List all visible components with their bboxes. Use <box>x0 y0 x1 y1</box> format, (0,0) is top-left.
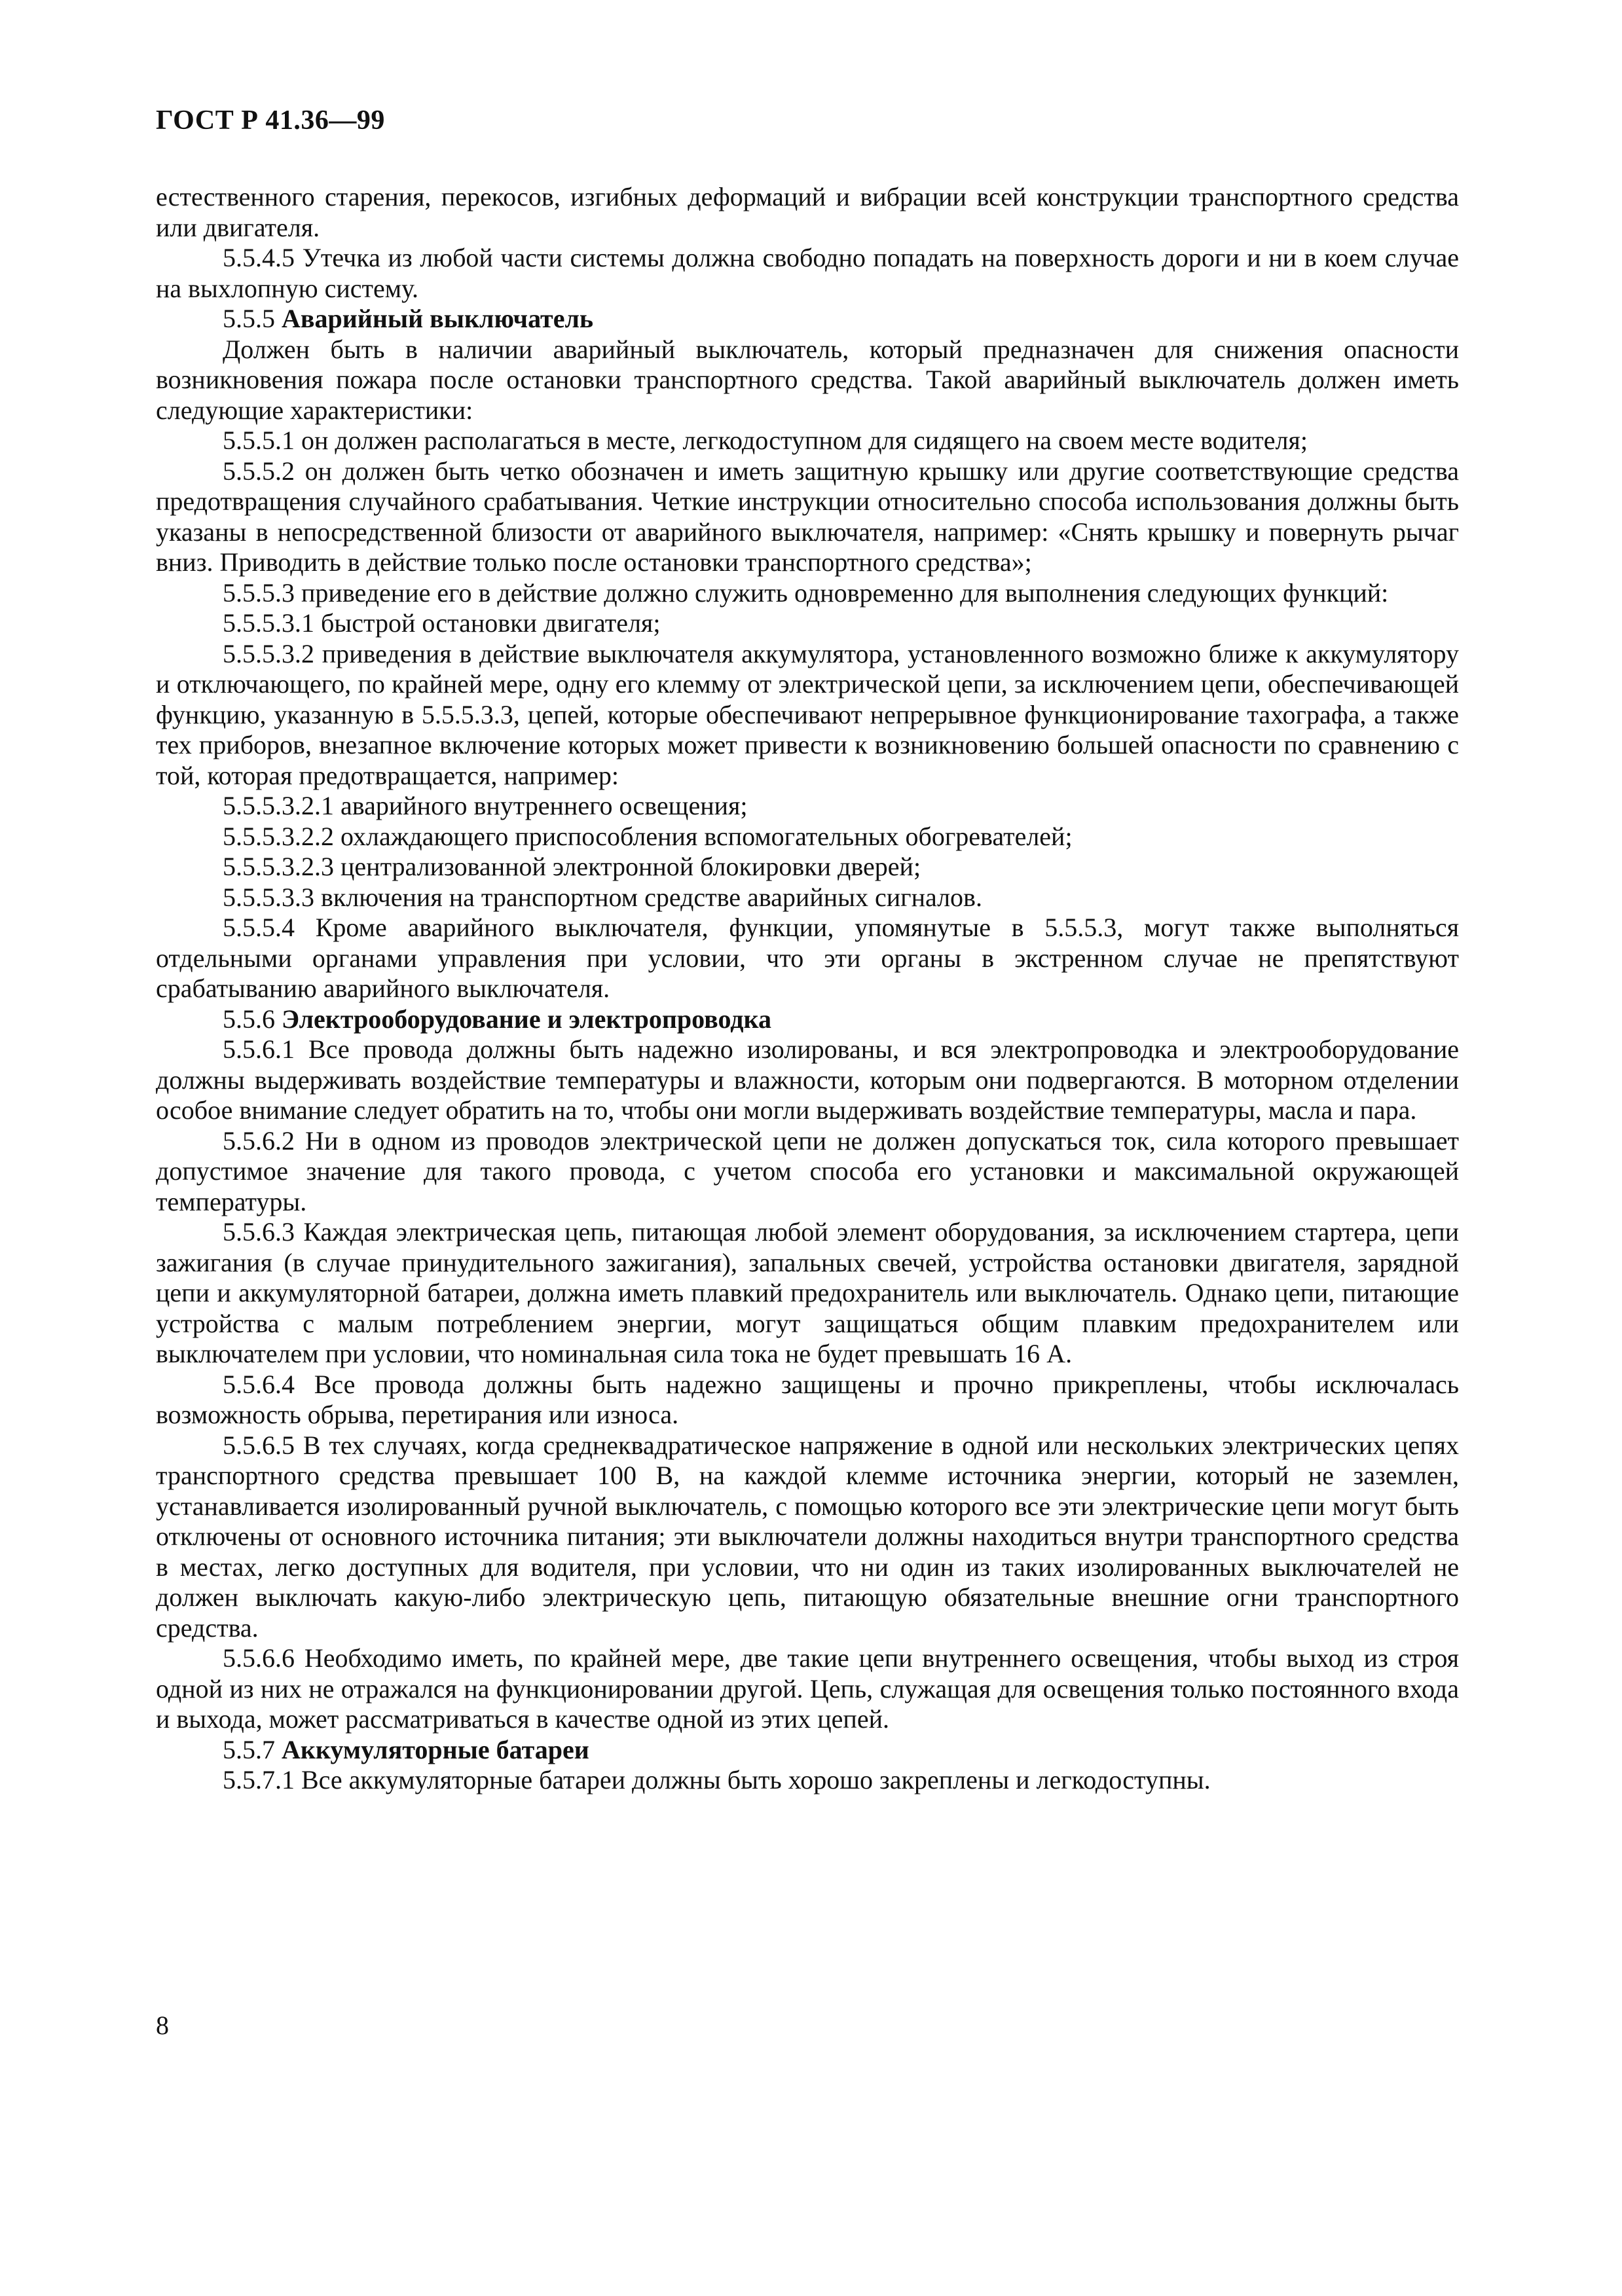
section-heading-5-5-6 <box>156 1004 1459 1035</box>
clause-5-5-5-3: 5.5.5.3 приведение его в действие должно служить одновременно для выполнения следующих функций: <box>223 577 1389 608</box>
clause-5-5-5-2: 5.5.5.2 он должен быть четко обозначен и иметь защитную крышку или другие соответствующие средства предотвращения случайного срабатывания. Четкие инструкции относительно способа использования должны быть указаны в непосредственной близости от аварийного выключателя, например: «Снять крышку и повернуть рычаг вниз. Приводить в действие только после остановки транспортного средства»; <box>156 456 1459 577</box>
clause-5-5-5-1: 5.5.5.1 он должен располагаться в месте, легкодоступном для сидящего на своем месте водителя; <box>223 426 1308 455</box>
clause-5-5-6-6: 5.5.6.6 Необходимо иметь, по крайней мере, две такие цепи внутреннего освещения, чтобы выход из строя одной из них не отражался на функционировании другой. Цепь, служащая для освещения только постоянного входа и выхода, может рассматриваться в качестве одной из этих цепей. <box>156 1643 1459 1734</box>
section-heading-5-5-5 <box>156 304 1459 335</box>
clause-5-5-4-5: 5.5.4.5 Утечка из любой части системы должна свободно попадать на поверхность дороги и ни в коем случае на выхлопную систему. <box>156 243 1459 303</box>
clause-5-5-5-3-2-1: 5.5.5.3.2.1 аварийного внутреннего освещения; <box>223 791 748 820</box>
section-title: Аварийный выключатель <box>282 304 594 333</box>
section-number: 5.5.5 <box>223 304 275 333</box>
document-header: ГОСТ Р 41.36—99 <box>156 105 385 136</box>
document-body <box>156 182 1459 1796</box>
section-title: Электрооборудование и электропроводка <box>282 1004 771 1034</box>
clause-5-5-6-4: 5.5.6.4 Все провода должны быть надежно защищены и прочно прикреплены, чтобы исключалась возможность обрыва, перетирания или износа. <box>156 1369 1459 1429</box>
clause-5-5-6-3: 5.5.6.3 Каждая электрическая цепь, питающая любой элемент оборудования, за исключением стартера, цепи зажигания (в случае принудительного зажигания), запальных свечей, устройства остановки двигателя, зарядной цепи и аккумуляторной батареи, должна иметь плавкий предохранитель или выключатель. Однако цепи, питающие устройства с малым потреблением энергии, могут защищаться общим плавким предохранителем или выключателем при условии, что номинальная сила тока не будет превышать 16 А. <box>156 1217 1459 1368</box>
clause-5-5-5-3-3: 5.5.5.3.3 включения на транспортном средстве аварийных сигналов. <box>223 882 982 912</box>
clause-5-5-5-3-2: 5.5.5.3.2 приведения в действие выключателя аккумулятора, установленного возможно ближе к аккумулятору и отключающего, по крайней мере, одну его клемму от электрической цепи, за исключением цепи, обеспечивающей функцию, указанную в 5.5.5.3.3, цепей, которые обеспечивают непрерывное функционирование тахографа, а также тех приборов, внезапное включение которых может привести к возникновению большей опасности по сравнению с той, которая предотвращается, например: <box>156 638 1459 790</box>
clause-5-5-5-3-1: 5.5.5.3.1 быстрой остановки двигателя; <box>223 608 661 638</box>
clause-5-5-7-1: 5.5.7.1 Все аккумуляторные батареи должны быть хорошо закреплены и легкодоступны. <box>223 1765 1211 1795</box>
clause-5-5-5-3-2-2: 5.5.5.3.2.2 охлаждающего приспособления вспомогательных обогревателей; <box>223 821 1073 851</box>
section-number: 5.5.7 <box>223 1734 275 1764</box>
section-title: Аккумуляторные батареи <box>282 1734 589 1764</box>
clause-5-5-5-3-2-3: 5.5.5.3.2.3 централизованной электронной блокировки дверей; <box>223 852 921 881</box>
clause-5-5-6-5: 5.5.6.5 В тех случаях, когда среднеквадратическое напряжение в одной или нескольких электрических цепях транспортного средства превышает 100 В, на каждой клемме источника энергии, который не заземлен, устанавливается изолированный ручной выключатель, с помощью которого все эти электрические цепи могут быть отключены от основного источника питания; эти выключатели должны находиться внутри транспортного средства в местах, легко доступных для водителя, при условии, что ни один из таких изолированных выключателей не должен выключать какую-либо электрическую цепь, питающую обязательные внешние огни транспортного средства. <box>156 1430 1459 1643</box>
clause-5-5-5-4: 5.5.5.4 Кроме аварийного выключателя, функции, упомянутые в 5.5.5.3, могут также выполняться отдельными органами управления при условии, что эти органы в экстренном случае не препятствуют срабатыванию аварийного выключателя. <box>156 913 1459 1003</box>
paragraph-continuation: естественного старения, перекосов, изгибных деформаций и вибрации всей конструкции транспортного средства или двигателя. <box>156 182 1459 242</box>
section-number: 5.5.6 <box>223 1004 275 1034</box>
clause-5-5-6-2: 5.5.6.2 Ни в одном из проводов электрической цепи не должен допускаться ток, сила которого превышает допустимое значение для такого провода, с учетом способа его установки и максимальной окружающей температуры. <box>156 1125 1459 1216</box>
clause-5-5-6-1: 5.5.6.1 Все провода должны быть надежно изолированы, и вся электропроводка и электрооборудование должны выдерживать воздействие температуры и влажности, которым они подвергаются. В моторном отделении особое внимание следует обратить на то, чтобы они могли выдерживать воздействие температуры, масла и пара. <box>156 1034 1459 1125</box>
paragraph-intro-5-5-5: Должен быть в наличии аварийный выключатель, который предназначен для снижения опасности возникновения пожара после остановки транспортного средства. Такой аварийный выключатель должен иметь следующие характеристики: <box>156 334 1459 425</box>
page-number: 8 <box>156 2011 169 2040</box>
section-heading-5-5-7 <box>156 1735 1459 1766</box>
